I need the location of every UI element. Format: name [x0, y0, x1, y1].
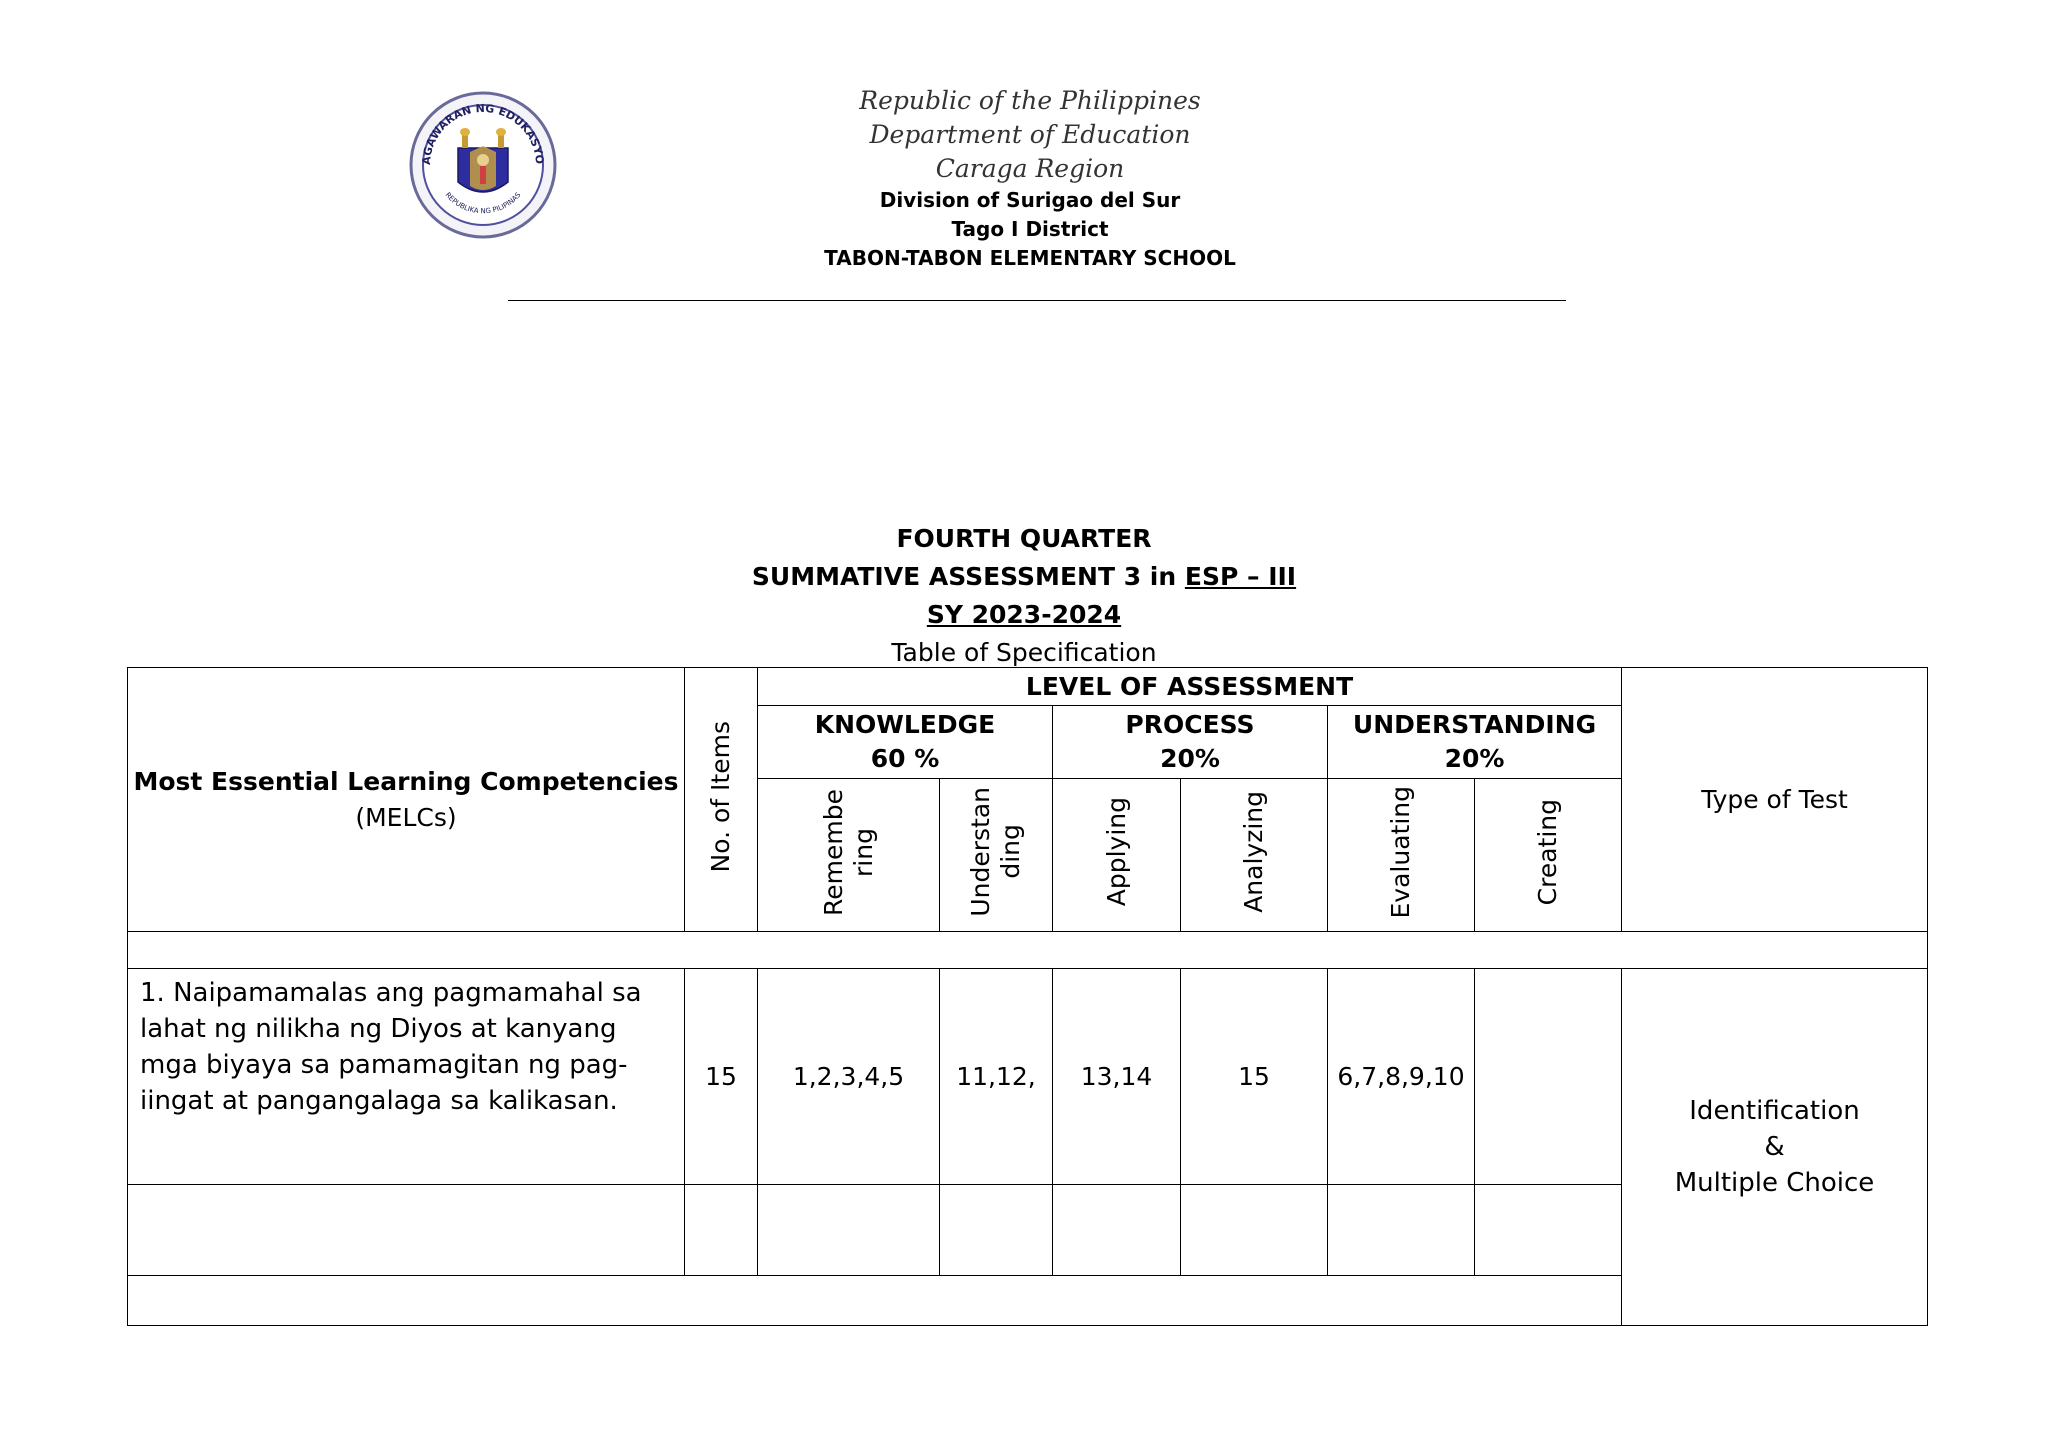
header-department: Department of Education	[869, 120, 1191, 149]
title-school-year-line	[624, 596, 1424, 634]
header-row-level	[128, 668, 1928, 706]
header-analyzing-label: Analyzing	[1239, 791, 1268, 913]
header-understanding-sub-label	[966, 787, 1026, 917]
empty-cell	[1053, 1185, 1181, 1276]
header-division: Division of Surigao del Sur	[879, 188, 1181, 212]
header-process	[1053, 706, 1328, 779]
title-subject: ESP – III	[1184, 562, 1297, 591]
header-process-label: PROCESS	[1125, 710, 1255, 739]
header-melc-sub: (MELCs)	[355, 802, 457, 832]
header-region: Caraga Region	[935, 154, 1125, 183]
header-school: TABON-TABON ELEMENTARY SCHOOL	[824, 246, 1236, 270]
header-items-label: No. of Items	[706, 720, 735, 873]
header-evaluating	[1328, 779, 1475, 932]
header-level-of-assessment: LEVEL OF ASSESSMENT	[758, 668, 1622, 706]
empty-cell	[685, 1185, 758, 1276]
title-quarter: FOURTH QUARTER	[896, 524, 1152, 553]
deped-seal-logo	[408, 90, 558, 240]
header-divider	[508, 300, 1566, 301]
header-understanding-pct: 20%	[1444, 744, 1505, 773]
type-line-2: &	[1764, 1132, 1785, 1162]
letterhead	[700, 84, 1360, 273]
applying-cell: 13,14	[1053, 969, 1181, 1185]
header-items	[685, 668, 758, 932]
header-applying	[1053, 779, 1181, 932]
header-type-of-test	[1622, 668, 1928, 932]
empty-cell	[940, 1185, 1053, 1276]
header-understanding-sub	[940, 779, 1053, 932]
header-knowledge-label: KNOWLEDGE	[814, 710, 996, 739]
evaluating-cell: 6,7,8,9,10	[1328, 969, 1475, 1185]
total-cell	[128, 1276, 1622, 1326]
competency-cell: 1. Naipamamalas ang pagmamahal sa lahat ng nilikha ng Diyos at kanyang mga biyaya sa pamamagitan ng pag-iingat at pangangalaga sa kalikasan.	[128, 969, 685, 1185]
empty-cell	[1475, 1185, 1622, 1276]
header-analyzing	[1181, 779, 1328, 932]
header-remembering-part1: Remembe	[818, 788, 848, 916]
header-applying-label: Applying	[1101, 797, 1131, 907]
header-understanding	[1328, 706, 1622, 779]
title-assessment-prefix: SUMMATIVE ASSESSMENT 3 in	[751, 562, 1185, 591]
header-melc	[128, 668, 685, 932]
items-cell: 15	[685, 969, 758, 1185]
header-knowledge	[758, 706, 1053, 779]
header-knowledge-pct: 60 %	[870, 744, 940, 773]
header-remembering	[758, 779, 940, 932]
header-understanding-part2: ding	[996, 824, 1025, 880]
spacer-cell	[128, 932, 1928, 969]
svg-text:KAGAWARAN NG EDUKASYON: AGAWARAN NG EDUKASYO	[419, 101, 547, 166]
table-row	[128, 969, 1928, 1185]
empty-cell	[1181, 1185, 1328, 1276]
header-understanding-label: UNDERSTANDING	[1352, 710, 1597, 739]
understanding-cell: 11,12,	[940, 969, 1053, 1185]
type-line-3: Multiple Choice	[1674, 1168, 1875, 1198]
document-titles	[624, 520, 1424, 672]
table-of-specification	[127, 667, 1928, 1326]
empty-cell	[128, 1185, 685, 1276]
header-melc-title: Most Essential Learning Competencies	[133, 766, 679, 796]
remembering-cell: 1,2,3,4,5	[758, 969, 940, 1185]
svg-text:REPUBLIKA NG PILIPINAS: REPUBLIKA NG PILIPINAS	[443, 190, 523, 216]
header-creating-label: Creating	[1533, 798, 1562, 906]
header-remembering-part2: ring	[848, 827, 878, 877]
title-school-year: SY 2023-2024	[926, 600, 1122, 629]
header-evaluating-label: Evaluating	[1386, 785, 1415, 919]
spacer-row	[128, 932, 1928, 969]
header-remembering-label	[819, 789, 879, 916]
header-understanding-part1: Understan	[966, 787, 995, 917]
header-type-of-test-label: Type of Test	[1701, 785, 1848, 814]
type-of-test-cell	[1622, 969, 1928, 1326]
analyzing-cell: 15	[1181, 969, 1328, 1185]
title-doc-type: Table of Specification	[891, 638, 1157, 667]
header-creating	[1475, 779, 1622, 932]
header-district: Tago I District	[951, 217, 1109, 241]
type-line-1: Identification	[1689, 1096, 1860, 1126]
empty-cell	[758, 1185, 940, 1276]
header-process-pct: 20%	[1160, 744, 1220, 773]
empty-cell	[1328, 1185, 1475, 1276]
header-republic: Republic of the Philippines	[859, 86, 1201, 115]
creating-cell	[1475, 969, 1622, 1185]
title-assessment	[624, 558, 1424, 596]
